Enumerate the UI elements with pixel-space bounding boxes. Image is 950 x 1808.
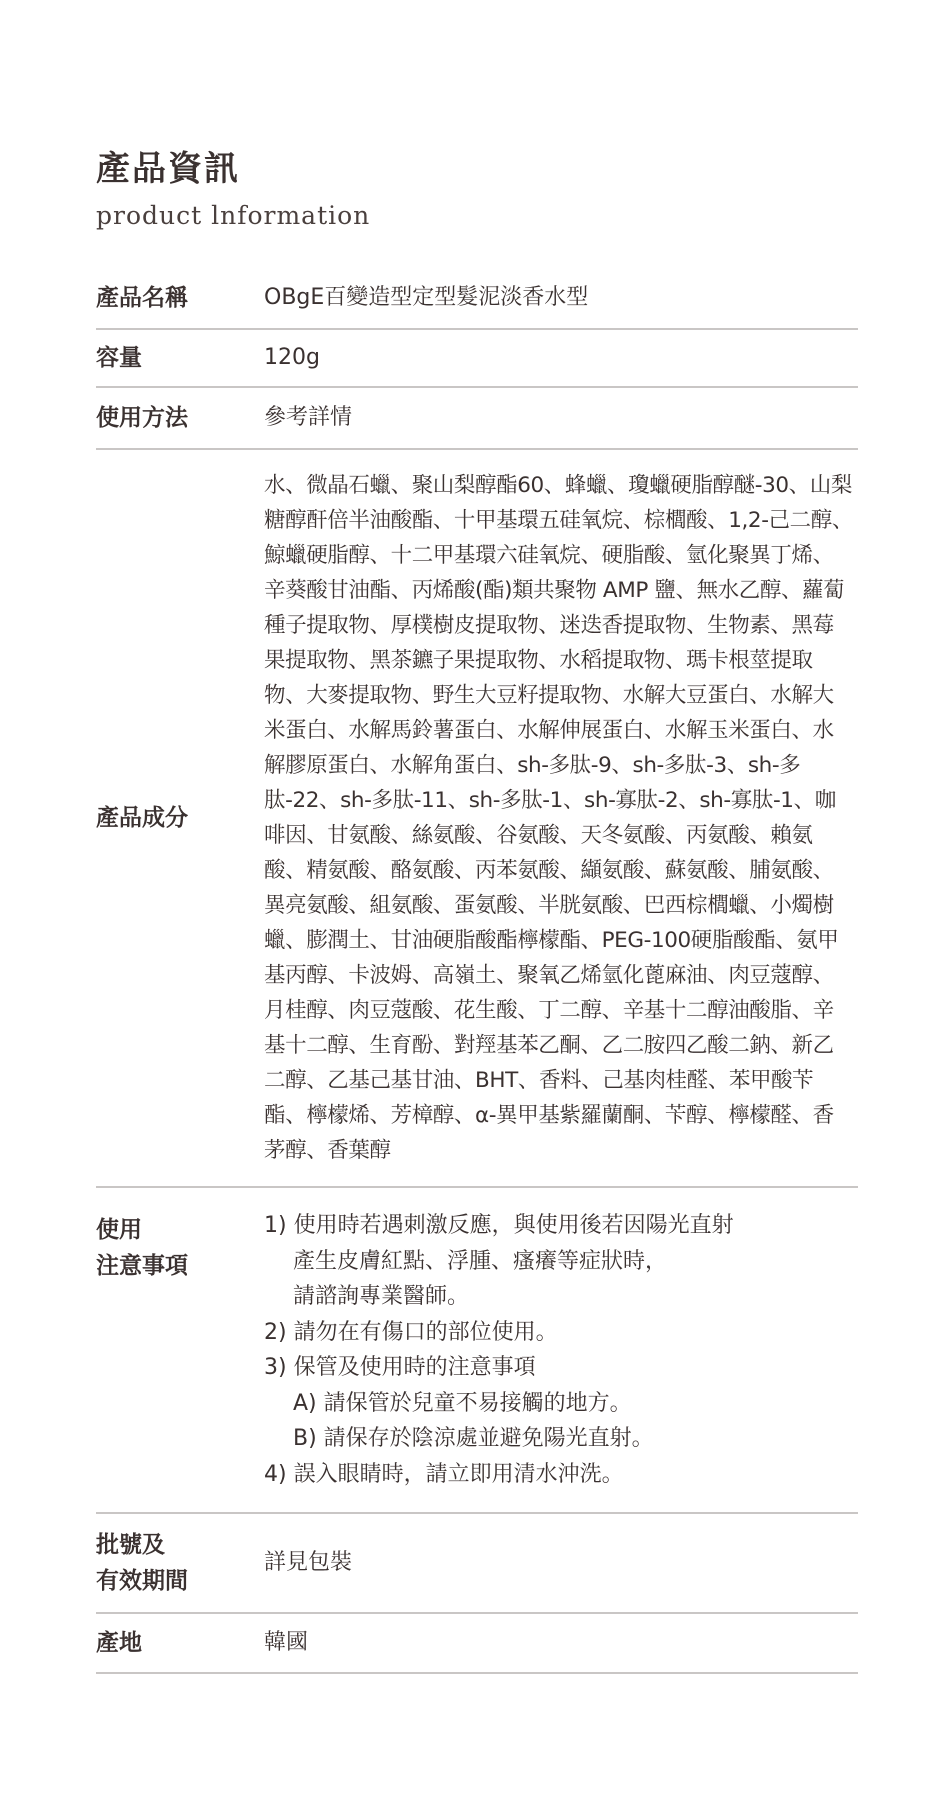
row-origin <box>96 1614 858 1674</box>
label-batch-line1: 批號及 <box>96 1532 165 1558</box>
precautions-list <box>264 1188 858 1512</box>
label-precautions-line1: 使用 <box>96 1217 142 1243</box>
precaution-line: 1) 使用時若遇刺激反應，與使用後若因陽光直射 <box>264 1213 734 1238</box>
value-usage: 參考詳情 <box>264 405 353 430</box>
precaution-line: 產生皮膚紅點、浮腫、瘙癢等症狀時， <box>293 1248 668 1274</box>
precaution-line: B) 請保存於陰涼處並避免陽光直射。 <box>293 1426 654 1451</box>
row-product-name <box>96 268 858 330</box>
value-capacity: 120g <box>264 345 320 370</box>
label-origin: 產地 <box>96 1630 142 1656</box>
label-batch-line2: 有效期間 <box>96 1568 188 1594</box>
label-ingredients: 產品成分 <box>96 805 188 831</box>
label-usage: 使用方法 <box>96 405 188 431</box>
label-batch <box>96 1527 256 1599</box>
value-ingredients: 水、微晶石蠟、聚山梨醇酯60、蜂蠟、瓊蠟硬脂醇醚-30、山梨糖醇酐倍半油酸酯、十甲基環五硅氧烷、棕櫚酸、1,2-己二醇、鯨蠟硬脂醇、十二甲基環六硅氧烷、硬脂酸、氫化聚異丁烯、辛葵酸甘油酯、丙烯酸(酯)類共聚物 AMP 鹽、無水乙醇、蘿蔔種子提取物、厚樸樹皮提取物、迷迭香提取物、生物素、黑莓果提取物、黑茶鑣子果提取物、水稻提取物、瑪卡根莖提取物、大麥提取物、野生大豆籽提取物、水解大豆蛋白、水解大米蛋白、水解馬鈴薯蛋白、水解伸展蛋白、水解玉米蛋白、水解膠原蛋白、水解角蛋白、sh-多肽-9、sh-多肽-3、sh-多肽-22、sh-多肽-11、sh-多肽-1、sh-寡肽-2、sh-寡肽-1、咖啡因、甘氨酸、絲氨酸、谷氨酸、天冬氨酸、丙氨酸、賴氨酸、精氨酸、酪氨酸、丙苯氨酸、纈氨酸、蘇氨酸、脯氨酸、異亮氨酸、組氨酸、蛋氨酸、半胱氨酸、巴西棕櫚蠟、小燭樹蠟、膨潤土、甘油硬脂酸酯檸檬酯、PEG-100硬脂酸酯、氨甲基丙醇、卡波姆、高嶺土、聚氧乙烯氫化蓖麻油、肉豆蔻醇、月桂醇、肉豆蔻酸、花生酸、丁二醇、辛基十二醇油酸脂、辛基十二醇、生育酚、對羥基苯乙酮、乙二胺四乙酸二鈉、新乙二醇、乙基己基甘油、BHT、香料、己基肉桂醛、苯甲酸苄酯、檸檬烯、芳樟醇、α-異甲基紫羅蘭酮、苄醇、檸檬醛、香茅醇、香葉醇 <box>264 473 853 1163</box>
precaution-line: A) 請保管於兒童不易接觸的地方。 <box>293 1390 632 1416</box>
precaution-line: 3) 保管及使用時的注意事項 <box>264 1355 536 1380</box>
precaution-line: 4) 誤入眼睛時，請立即用清水沖洗。 <box>264 1461 624 1487</box>
label-capacity: 容量 <box>96 345 142 371</box>
precaution-line: 2) 請勿在有傷口的部位使用。 <box>264 1319 558 1345</box>
product-info-table <box>96 268 858 1674</box>
row-usage <box>96 388 858 450</box>
label-product-name: 產品名稱 <box>96 285 188 311</box>
row-precautions <box>96 1188 858 1514</box>
row-ingredients <box>96 450 858 1188</box>
row-capacity <box>96 330 858 388</box>
value-product-name: OBgE百變造型定型髮泥淡香水型 <box>264 285 589 310</box>
label-precautions-line2: 注意事項 <box>96 1253 188 1279</box>
page-subtitle: product lnformation <box>96 201 371 230</box>
row-batch <box>96 1514 858 1614</box>
precaution-line: 請諮詢專業醫師。 <box>293 1284 470 1309</box>
value-origin: 韓國 <box>264 1630 309 1655</box>
page-title: 產品資訊 <box>96 149 240 189</box>
label-precautions <box>96 1212 256 1284</box>
value-batch: 詳見包裝 <box>264 1550 353 1575</box>
